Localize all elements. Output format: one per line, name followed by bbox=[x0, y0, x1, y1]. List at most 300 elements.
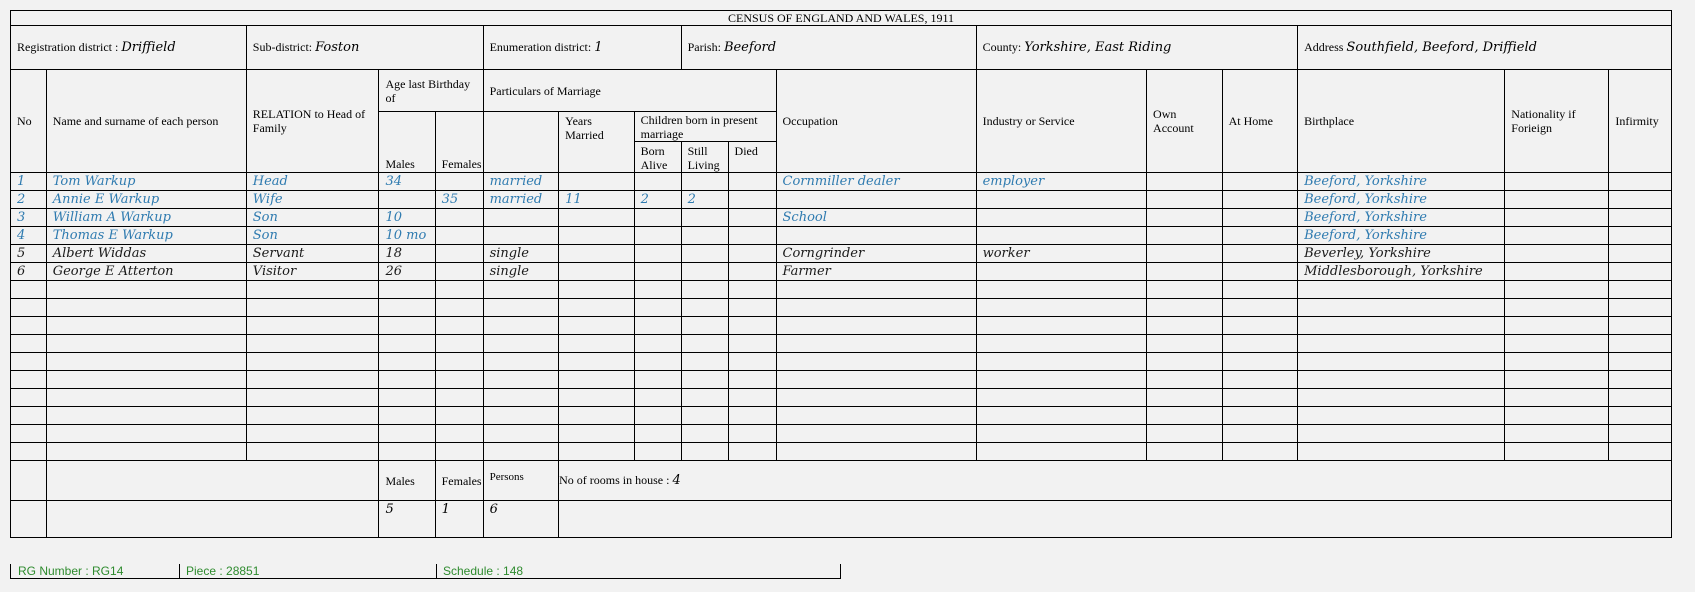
row-name: George E Atterton bbox=[46, 263, 246, 281]
empty-cell bbox=[1298, 443, 1505, 461]
empty-cell bbox=[483, 425, 559, 443]
col-marriage-blank bbox=[483, 112, 559, 173]
empty-cell bbox=[1609, 299, 1672, 317]
empty-row bbox=[11, 299, 1672, 317]
empty-cell bbox=[1505, 335, 1609, 353]
empty-cell bbox=[435, 425, 483, 443]
row-no: 1 bbox=[11, 173, 47, 191]
totals-blank-name bbox=[46, 461, 379, 501]
empty-cell bbox=[681, 443, 728, 461]
empty-cell bbox=[1147, 281, 1223, 299]
row-died bbox=[728, 173, 776, 191]
empty-cell bbox=[435, 443, 483, 461]
totals-males-label: Males bbox=[379, 461, 435, 501]
empty-cell bbox=[246, 425, 379, 443]
row-marriage: married bbox=[483, 191, 559, 209]
empty-cell bbox=[1222, 281, 1298, 299]
col-name-header: Name and surname of each person bbox=[46, 70, 246, 173]
empty-cell bbox=[634, 389, 681, 407]
empty-cell bbox=[776, 425, 976, 443]
empty-cell bbox=[681, 353, 728, 371]
empty-cell bbox=[976, 299, 1146, 317]
row-occupation: Corngrinder bbox=[776, 245, 976, 263]
row-marriage: single bbox=[483, 263, 559, 281]
row-born-alive bbox=[634, 173, 681, 191]
totals-blank-name-2 bbox=[46, 501, 379, 538]
persons-label-text: Persons bbox=[489, 470, 524, 483]
row-males: 18 bbox=[379, 245, 435, 263]
census-table bbox=[10, 10, 1672, 538]
empty-cell bbox=[1147, 335, 1223, 353]
census-title: CENSUS OF ENGLAND AND WALES, 1911 bbox=[11, 11, 1672, 26]
col-males-header: Males bbox=[379, 112, 435, 173]
row-died bbox=[728, 209, 776, 227]
row-occupation: School bbox=[776, 209, 976, 227]
empty-cell bbox=[559, 299, 635, 317]
empty-cell bbox=[634, 443, 681, 461]
empty-cell bbox=[976, 353, 1146, 371]
col-infirmity-header: Infirmity bbox=[1609, 70, 1672, 173]
empty-cell bbox=[1147, 407, 1223, 425]
row-at-home bbox=[1222, 173, 1298, 191]
row-females bbox=[435, 245, 483, 263]
empty-cell bbox=[11, 443, 47, 461]
empty-cell bbox=[1147, 371, 1223, 389]
empty-cell bbox=[1505, 317, 1609, 335]
empty-cell bbox=[1147, 299, 1223, 317]
totals-value-row bbox=[11, 501, 1672, 538]
empty-row bbox=[11, 425, 1672, 443]
empty-cell bbox=[976, 317, 1146, 335]
piece-number: Piece : 28851 bbox=[186, 564, 260, 578]
row-infirmity bbox=[1609, 227, 1672, 245]
empty-cell bbox=[1222, 371, 1298, 389]
rooms-cell bbox=[559, 461, 1672, 501]
empty-cell bbox=[435, 389, 483, 407]
empty-cell bbox=[483, 281, 559, 299]
empty-cell bbox=[1298, 389, 1505, 407]
empty-cell bbox=[559, 407, 635, 425]
sub-district bbox=[246, 26, 483, 70]
empty-cell bbox=[11, 281, 47, 299]
empty-cell bbox=[776, 335, 976, 353]
row-years-married bbox=[559, 209, 635, 227]
row-died bbox=[728, 191, 776, 209]
row-no: 2 bbox=[11, 191, 47, 209]
empty-cell bbox=[1609, 425, 1672, 443]
row-still-living bbox=[681, 227, 728, 245]
empty-cell bbox=[379, 443, 435, 461]
row-no: 5 bbox=[11, 245, 47, 263]
empty-cell bbox=[246, 443, 379, 461]
empty-cell bbox=[435, 299, 483, 317]
empty-cell bbox=[11, 335, 47, 353]
address-value: Southfield, Beeford, Driffield bbox=[1346, 40, 1537, 55]
empty-cell bbox=[728, 443, 776, 461]
empty-cell bbox=[559, 335, 635, 353]
row-relation: Servant bbox=[246, 245, 379, 263]
reference-footer bbox=[10, 564, 841, 579]
row-at-home bbox=[1222, 209, 1298, 227]
row-own-account bbox=[1147, 227, 1223, 245]
empty-cell bbox=[379, 299, 435, 317]
census-form bbox=[10, 10, 1672, 538]
empty-cell bbox=[1147, 443, 1223, 461]
row-infirmity bbox=[1609, 245, 1672, 263]
row-no: 4 bbox=[11, 227, 47, 245]
empty-row bbox=[11, 317, 1672, 335]
person-rows bbox=[11, 173, 1672, 461]
col-nationality-header: Nationality if Forieign bbox=[1505, 70, 1609, 173]
row-marriage: married bbox=[483, 173, 559, 191]
empty-cell bbox=[681, 389, 728, 407]
parish bbox=[681, 26, 976, 70]
empty-cell bbox=[559, 443, 635, 461]
row-name: Annie E Warkup bbox=[46, 191, 246, 209]
empty-cell bbox=[776, 317, 976, 335]
col-marriage-header: Particulars of Marriage bbox=[483, 70, 776, 112]
empty-cell bbox=[728, 281, 776, 299]
row-females bbox=[435, 263, 483, 281]
footer-divider-2 bbox=[436, 564, 437, 578]
empty-cell bbox=[559, 425, 635, 443]
row-at-home bbox=[1222, 245, 1298, 263]
empty-cell bbox=[46, 335, 246, 353]
row-males: 34 bbox=[379, 173, 435, 191]
row-nationality bbox=[1505, 209, 1609, 227]
empty-cell bbox=[681, 425, 728, 443]
row-years-married: 11 bbox=[559, 191, 635, 209]
row-nationality bbox=[1505, 227, 1609, 245]
empty-cell bbox=[728, 335, 776, 353]
empty-cell bbox=[1298, 425, 1505, 443]
row-still-living: 2 bbox=[681, 191, 728, 209]
col-relation-header: RELATION to Head of Family bbox=[246, 70, 379, 173]
rooms-value: 4 bbox=[672, 473, 681, 488]
col-still-living-header: Still Living bbox=[681, 142, 728, 173]
row-own-account bbox=[1147, 173, 1223, 191]
empty-cell bbox=[1147, 389, 1223, 407]
table-row bbox=[11, 209, 1672, 227]
empty-cell bbox=[483, 299, 559, 317]
row-birthplace: Beeford, Yorkshire bbox=[1298, 191, 1505, 209]
empty-cell bbox=[246, 353, 379, 371]
address-label: Address bbox=[1304, 40, 1344, 54]
registration-district bbox=[11, 26, 247, 70]
empty-cell bbox=[634, 353, 681, 371]
subdistrict-value: Foston bbox=[315, 40, 360, 55]
row-died bbox=[728, 263, 776, 281]
empty-cell bbox=[483, 317, 559, 335]
row-nationality bbox=[1505, 263, 1609, 281]
county bbox=[976, 26, 1298, 70]
empty-row bbox=[11, 353, 1672, 371]
empty-cell bbox=[1505, 425, 1609, 443]
row-occupation bbox=[776, 191, 976, 209]
empty-cell bbox=[1147, 317, 1223, 335]
county-label: County: bbox=[982, 40, 1022, 54]
enumeration-label: Enumeration district: bbox=[489, 40, 592, 54]
empty-cell bbox=[1298, 299, 1505, 317]
row-relation: Son bbox=[246, 209, 379, 227]
col-at-home-header: At Home bbox=[1222, 70, 1298, 173]
row-still-living bbox=[681, 209, 728, 227]
row-birthplace: Beeford, Yorkshire bbox=[1298, 173, 1505, 191]
row-females bbox=[435, 209, 483, 227]
empty-cell bbox=[246, 371, 379, 389]
empty-cell bbox=[1505, 407, 1609, 425]
row-name: Thomas E Warkup bbox=[46, 227, 246, 245]
row-at-home bbox=[1222, 227, 1298, 245]
empty-cell bbox=[379, 407, 435, 425]
row-still-living bbox=[681, 263, 728, 281]
empty-cell bbox=[1298, 335, 1505, 353]
empty-cell bbox=[1609, 389, 1672, 407]
totals-blank-rest bbox=[559, 501, 1672, 538]
totals-blank-no bbox=[11, 461, 47, 501]
footer-divider-1 bbox=[179, 564, 180, 578]
parish-label: Parish: bbox=[687, 40, 721, 54]
empty-cell bbox=[776, 281, 976, 299]
empty-row bbox=[11, 389, 1672, 407]
table-row bbox=[11, 263, 1672, 281]
row-at-home bbox=[1222, 263, 1298, 281]
col-died-header: Died bbox=[728, 142, 776, 173]
row-males: 26 bbox=[379, 263, 435, 281]
empty-cell bbox=[1505, 389, 1609, 407]
totals-females-label: Females bbox=[435, 461, 483, 501]
row-no: 6 bbox=[11, 263, 47, 281]
col-females-header: Females bbox=[435, 112, 483, 173]
empty-cell bbox=[46, 407, 246, 425]
district-row bbox=[11, 26, 1672, 70]
empty-cell bbox=[1147, 425, 1223, 443]
schedule-number: Schedule : 148 bbox=[443, 564, 524, 578]
empty-cell bbox=[1505, 281, 1609, 299]
row-birthplace: Beeford, Yorkshire bbox=[1298, 209, 1505, 227]
empty-cell bbox=[11, 371, 47, 389]
empty-cell bbox=[728, 299, 776, 317]
empty-cell bbox=[1609, 371, 1672, 389]
row-name: Albert Widdas bbox=[46, 245, 246, 263]
row-years-married bbox=[559, 245, 635, 263]
empty-cell bbox=[728, 353, 776, 371]
empty-cell bbox=[728, 371, 776, 389]
empty-cell bbox=[1222, 407, 1298, 425]
empty-cell bbox=[681, 335, 728, 353]
empty-cell bbox=[1298, 407, 1505, 425]
row-infirmity bbox=[1609, 173, 1672, 191]
empty-cell bbox=[379, 371, 435, 389]
row-own-account bbox=[1147, 209, 1223, 227]
rooms-label: No of rooms in house : bbox=[559, 473, 670, 487]
row-relation: Son bbox=[246, 227, 379, 245]
empty-cell bbox=[728, 389, 776, 407]
address bbox=[1298, 26, 1672, 70]
empty-row bbox=[11, 443, 1672, 461]
row-infirmity bbox=[1609, 191, 1672, 209]
enumeration-district bbox=[483, 26, 681, 70]
empty-cell bbox=[1298, 317, 1505, 335]
col-no-header: No bbox=[11, 70, 47, 173]
empty-cell bbox=[1222, 317, 1298, 335]
empty-cell bbox=[435, 371, 483, 389]
empty-cell bbox=[634, 407, 681, 425]
empty-cell bbox=[1505, 299, 1609, 317]
table-row bbox=[11, 227, 1672, 245]
empty-cell bbox=[776, 407, 976, 425]
totals-persons-label bbox=[483, 461, 559, 501]
row-still-living bbox=[681, 173, 728, 191]
registration-value: Driffield bbox=[121, 40, 176, 55]
empty-cell bbox=[435, 281, 483, 299]
empty-cell bbox=[1298, 353, 1505, 371]
empty-cell bbox=[634, 281, 681, 299]
empty-cell bbox=[976, 389, 1146, 407]
registration-label: Registration district : bbox=[17, 40, 119, 54]
empty-cell bbox=[11, 317, 47, 335]
row-nationality bbox=[1505, 173, 1609, 191]
totals-label-row bbox=[11, 461, 1672, 501]
empty-cell bbox=[483, 335, 559, 353]
empty-cell bbox=[435, 335, 483, 353]
empty-row bbox=[11, 371, 1672, 389]
row-born-alive: 2 bbox=[634, 191, 681, 209]
empty-cell bbox=[379, 281, 435, 299]
empty-row bbox=[11, 281, 1672, 299]
row-nationality bbox=[1505, 191, 1609, 209]
empty-cell bbox=[634, 317, 681, 335]
empty-cell bbox=[11, 407, 47, 425]
empty-row bbox=[11, 407, 1672, 425]
row-birthplace: Middlesborough, Yorkshire bbox=[1298, 263, 1505, 281]
row-infirmity bbox=[1609, 263, 1672, 281]
empty-cell bbox=[379, 389, 435, 407]
row-industry bbox=[976, 209, 1146, 227]
empty-cell bbox=[1222, 335, 1298, 353]
empty-cell bbox=[728, 317, 776, 335]
empty-cell bbox=[1298, 281, 1505, 299]
empty-cell bbox=[46, 443, 246, 461]
row-relation: Visitor bbox=[246, 263, 379, 281]
empty-cell bbox=[976, 371, 1146, 389]
row-born-alive bbox=[634, 227, 681, 245]
empty-cell bbox=[776, 299, 976, 317]
empty-cell bbox=[11, 353, 47, 371]
empty-cell bbox=[46, 425, 246, 443]
empty-cell bbox=[1609, 281, 1672, 299]
table-row bbox=[11, 173, 1672, 191]
empty-cell bbox=[681, 281, 728, 299]
row-died bbox=[728, 227, 776, 245]
empty-cell bbox=[246, 299, 379, 317]
col-occupation-header: Occupation bbox=[776, 70, 976, 173]
empty-cell bbox=[1222, 425, 1298, 443]
row-own-account bbox=[1147, 245, 1223, 263]
col-born-alive-header: Born Alive bbox=[634, 142, 681, 173]
row-years-married bbox=[559, 227, 635, 245]
empty-cell bbox=[976, 425, 1146, 443]
row-females bbox=[435, 227, 483, 245]
totals-persons-value: 6 bbox=[483, 501, 559, 538]
empty-cell bbox=[728, 425, 776, 443]
empty-cell bbox=[379, 335, 435, 353]
table-row bbox=[11, 191, 1672, 209]
empty-cell bbox=[559, 317, 635, 335]
empty-cell bbox=[435, 317, 483, 335]
empty-cell bbox=[1222, 443, 1298, 461]
col-children-header: Children born in present marriage bbox=[634, 112, 776, 142]
row-marriage bbox=[483, 227, 559, 245]
col-age-header: Age last Birthday of bbox=[379, 70, 483, 112]
subdistrict-label: Sub-district: bbox=[252, 40, 313, 54]
row-died bbox=[728, 245, 776, 263]
empty-cell bbox=[246, 335, 379, 353]
empty-cell bbox=[11, 299, 47, 317]
empty-cell bbox=[1609, 443, 1672, 461]
empty-cell bbox=[1222, 353, 1298, 371]
empty-cell bbox=[11, 389, 47, 407]
empty-cell bbox=[483, 443, 559, 461]
empty-cell bbox=[1222, 299, 1298, 317]
totals-blank-no-2 bbox=[11, 501, 47, 538]
empty-cell bbox=[776, 443, 976, 461]
empty-cell bbox=[776, 389, 976, 407]
empty-cell bbox=[246, 389, 379, 407]
empty-cell bbox=[46, 317, 246, 335]
empty-cell bbox=[559, 353, 635, 371]
header-row-1 bbox=[11, 70, 1672, 112]
empty-cell bbox=[1298, 371, 1505, 389]
empty-cell bbox=[1609, 335, 1672, 353]
row-years-married bbox=[559, 173, 635, 191]
row-occupation: Cornmiller dealer bbox=[776, 173, 976, 191]
empty-cell bbox=[681, 299, 728, 317]
col-own-account-header: Own Account bbox=[1147, 70, 1223, 173]
row-marriage bbox=[483, 209, 559, 227]
empty-cell bbox=[46, 371, 246, 389]
row-nationality bbox=[1505, 245, 1609, 263]
row-at-home bbox=[1222, 191, 1298, 209]
row-own-account bbox=[1147, 191, 1223, 209]
row-born-alive bbox=[634, 245, 681, 263]
empty-cell bbox=[1222, 389, 1298, 407]
col-years-married-header: Years Married bbox=[559, 112, 635, 173]
empty-cell bbox=[1505, 353, 1609, 371]
row-marriage: single bbox=[483, 245, 559, 263]
empty-cell bbox=[483, 371, 559, 389]
empty-cell bbox=[379, 317, 435, 335]
empty-cell bbox=[46, 389, 246, 407]
empty-cell bbox=[634, 371, 681, 389]
empty-cell bbox=[976, 335, 1146, 353]
empty-cell bbox=[46, 299, 246, 317]
row-industry bbox=[976, 191, 1146, 209]
empty-cell bbox=[483, 407, 559, 425]
table-row bbox=[11, 245, 1672, 263]
empty-cell bbox=[46, 353, 246, 371]
row-females: 35 bbox=[435, 191, 483, 209]
row-birthplace: Beverley, Yorkshire bbox=[1298, 245, 1505, 263]
empty-cell bbox=[976, 443, 1146, 461]
empty-cell bbox=[483, 353, 559, 371]
totals-females-value: 1 bbox=[435, 501, 483, 538]
empty-cell bbox=[681, 317, 728, 335]
empty-cell bbox=[776, 353, 976, 371]
row-occupation: Farmer bbox=[776, 263, 976, 281]
empty-cell bbox=[559, 371, 635, 389]
empty-cell bbox=[435, 353, 483, 371]
